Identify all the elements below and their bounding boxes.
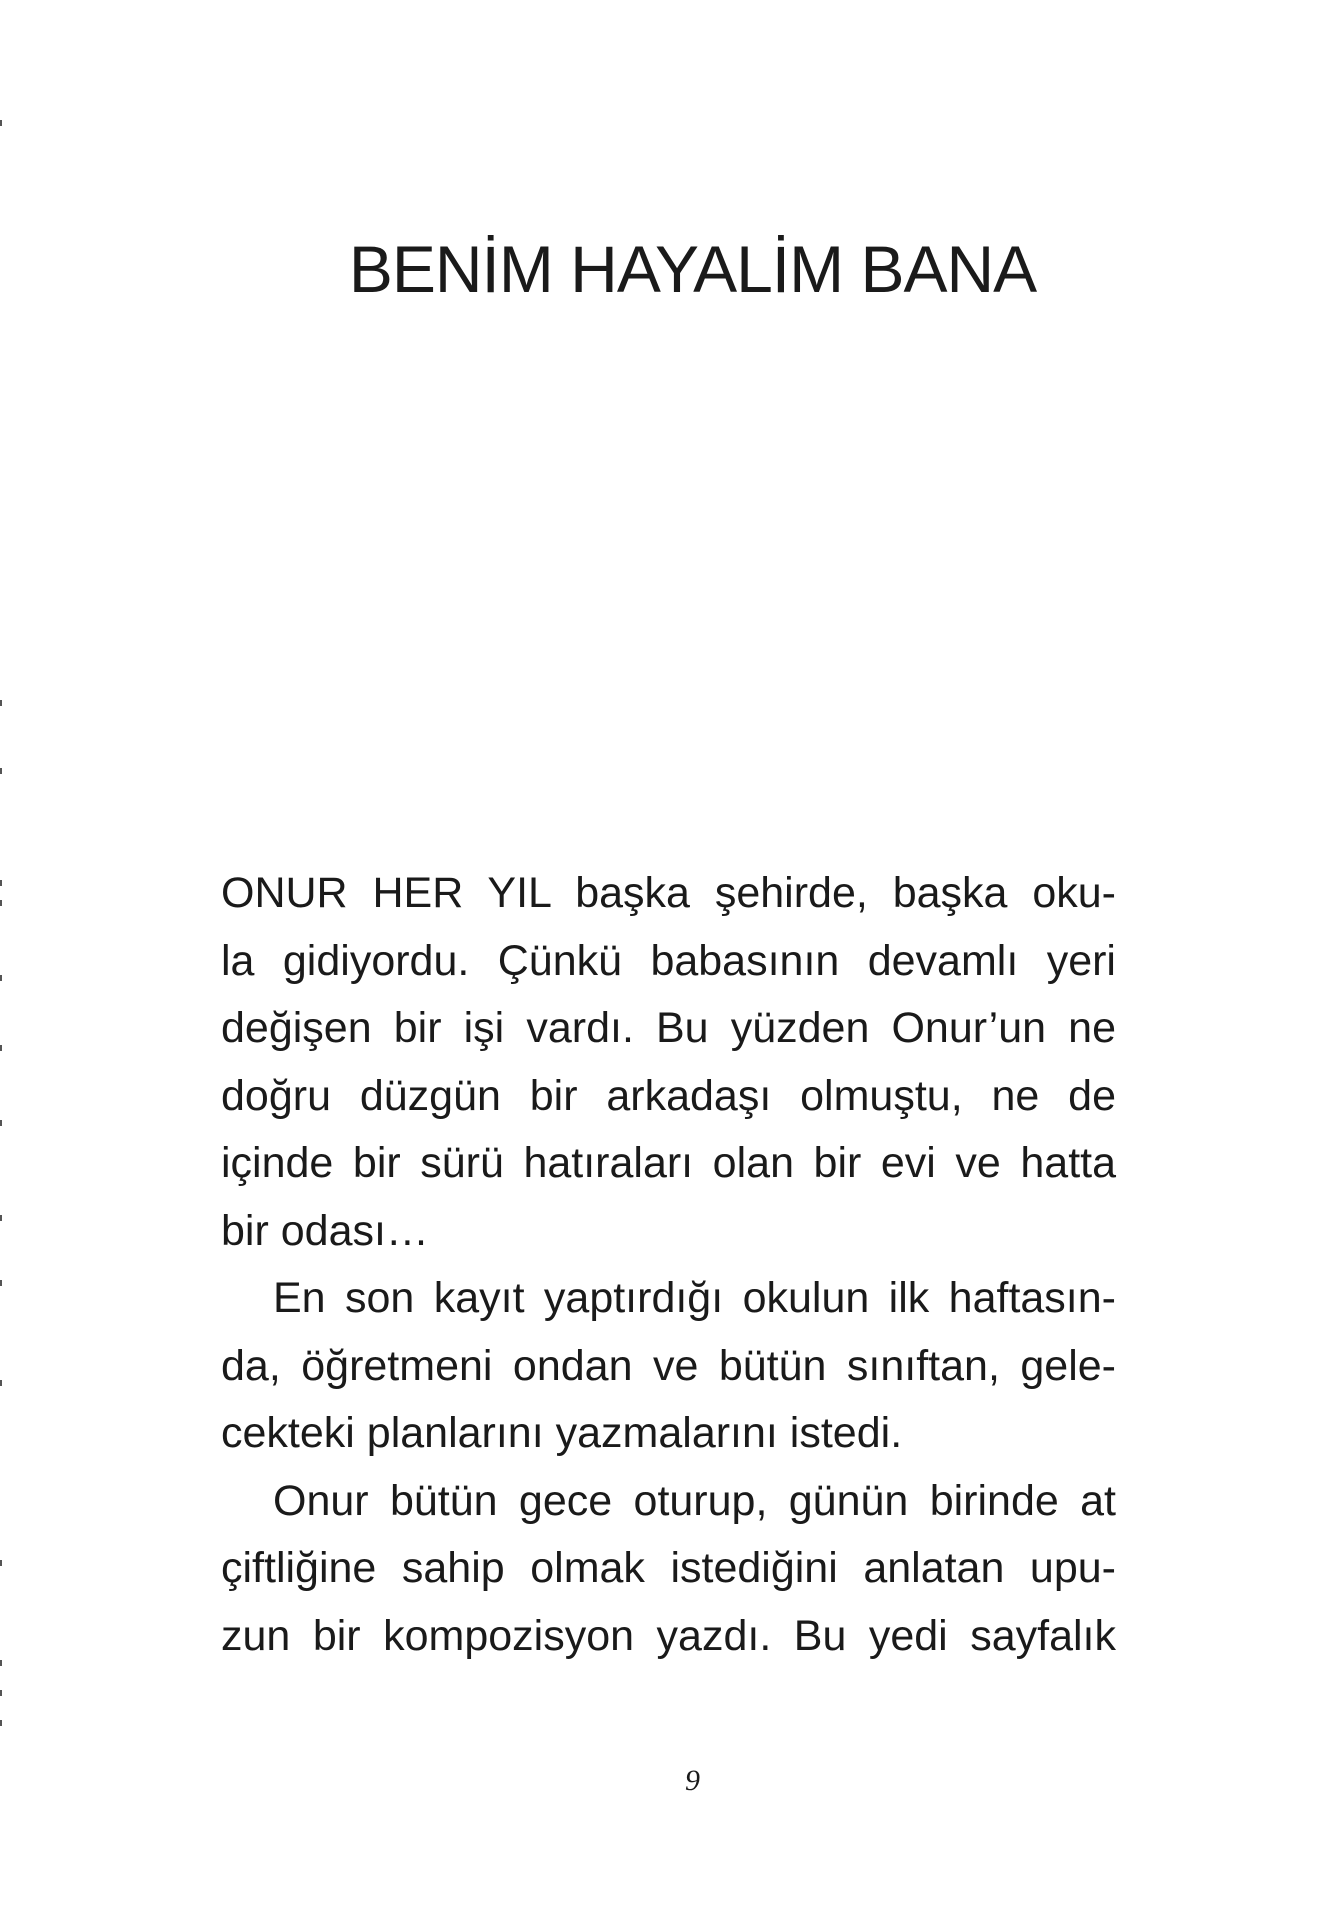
text-line: çiftliğine sahip olmak istediğini anlatan upu- [221, 1544, 1116, 1592]
edge-mark [0, 1280, 2, 1286]
text-line: değişen bir işi vardı. Bu yüzden Onur’un ne [221, 1004, 1116, 1052]
text-line: En son kayıt yaptırdığı okulun ilk haftasın- [273, 1274, 1116, 1322]
edge-mark [0, 120, 2, 126]
text-line: Onur bütün gece oturup, günün birinde at [273, 1476, 1116, 1525]
edge-mark [0, 1690, 2, 1696]
text-line: cekteki planlarını yazmalarını istedi. [221, 1409, 903, 1457]
edge-mark [0, 1660, 2, 1666]
text-line: zun bir kompozisyon yazdı. Bu yedi sayfalık [221, 1611, 1116, 1660]
page-number: 9 [685, 1764, 700, 1797]
edge-mark [0, 700, 2, 706]
edge-mark [0, 1380, 2, 1386]
edge-mark [0, 1215, 2, 1221]
text-line: bir odası… [221, 1206, 429, 1255]
edge-mark [0, 1045, 2, 1051]
text-line: içinde bir sürü hatıraları olan bir evi ve hatta [221, 1139, 1116, 1187]
text-line: la gidiyordu. Çünkü babasının devamlı yeri [221, 936, 1116, 985]
text-line: da, öğretmeni ondan ve bütün sınıftan, gele- [221, 1341, 1116, 1390]
body-text [221, 860, 1116, 1670]
edge-mark [0, 900, 2, 906]
edge-mark [0, 768, 2, 774]
edge-mark [0, 1120, 2, 1126]
chapter-title: BENİM HAYALİM BANA [348, 232, 1037, 306]
edge-mark [0, 880, 2, 886]
edge-mark [0, 975, 2, 981]
edge-mark [0, 1560, 2, 1566]
text-line: doğru düzgün bir arkadaşı olmuştu, ne de [221, 1071, 1116, 1120]
edge-mark [0, 1720, 2, 1726]
text-line: ONUR HER YIL başka şehirde, başka oku- [221, 869, 1116, 917]
